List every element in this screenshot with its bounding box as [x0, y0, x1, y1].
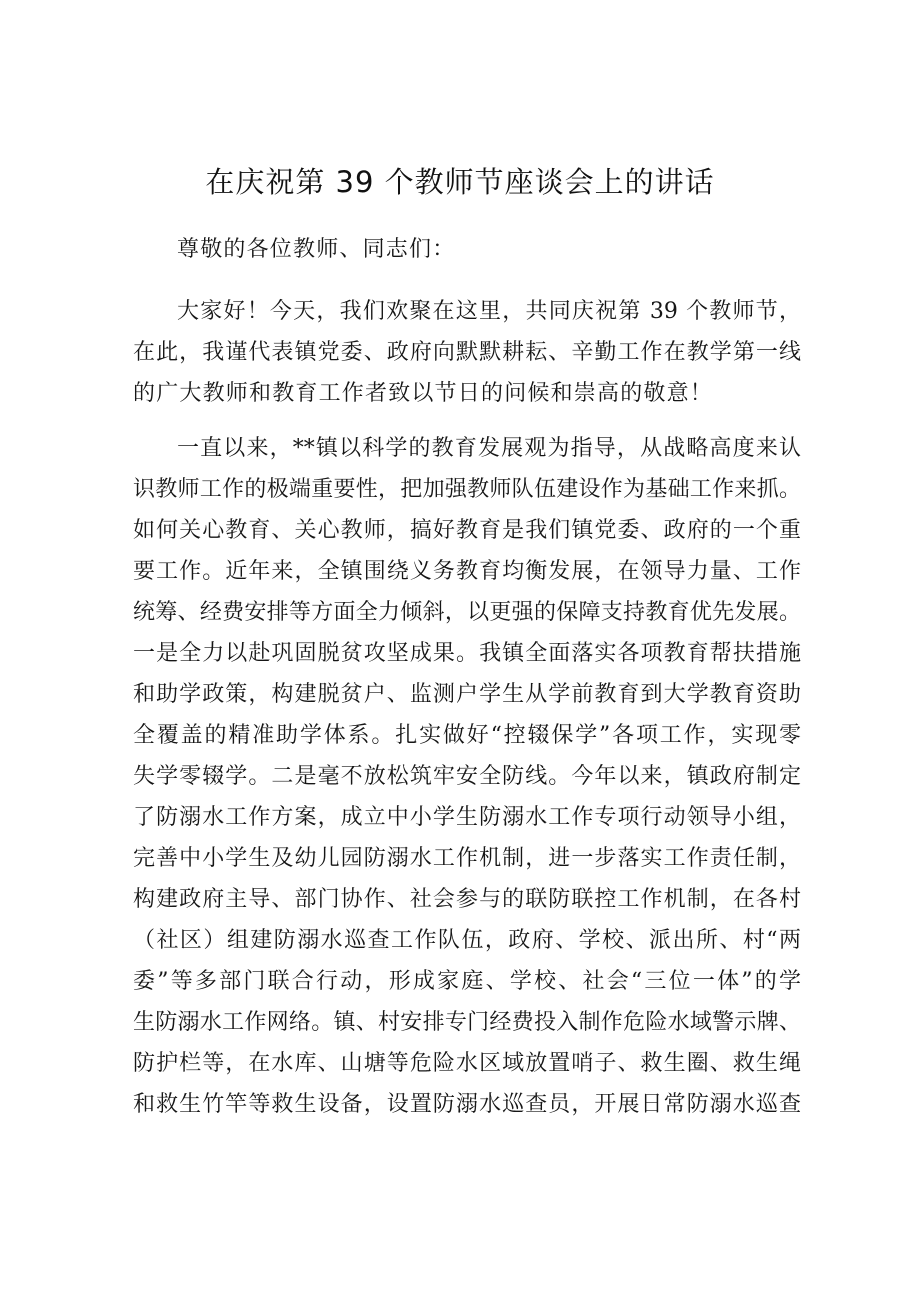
paragraph-2-line-2: 识教师工作的极端重要性，把加强教师队伍建设作为基础工作来抓。: [133, 477, 801, 502]
paragraph-2-line-14: 委”等多部门联合行动，形成家庭、学校、社会“三位一体”的学: [133, 969, 801, 994]
paragraph-2-line-16: 防护栏等，在水库、山塘等危险水区域放置哨子、救生圈、救生绳: [133, 1051, 801, 1076]
salutation: 尊敬的各位教师、同志们：: [177, 237, 456, 262]
paragraph-2-line-5: 统筹、经费安排等方面全力倾斜，以更强的保障支持教育优先发展。: [133, 600, 801, 625]
paragraph-2-line-12: 构建政府主导、部门协作、社会参与的联防联控工作机制，在各村: [133, 887, 801, 912]
paragraph-2-line-10: 了防溺水工作方案，成立中小学生防溺水工作专项行动领导小组，: [133, 805, 801, 830]
paragraph-1-line-3: 的广大教师和教育工作者致以节日的问候和崇高的敬意！: [133, 381, 714, 406]
paragraph-2-line-6: 一是全力以赴巩固脱贫攻坚成果。我镇全面落实各项教育帮扶措施: [133, 641, 801, 666]
paragraph-2-line-3: 如何关心教育、关心教师，搞好教育是我们镇党委、政府的一个重: [133, 518, 801, 543]
paragraph-2-line-17: 和救生竹竿等救生设备，设置防溺水巡查员，开展日常防溺水巡查: [133, 1092, 801, 1117]
paragraph-2-line-4: 要工作。近年来，全镇围绕义务教育均衡发展，在领导力量、工作: [133, 559, 801, 584]
paragraph-2-line-13: （社区）组建防溺水巡查工作队伍，政府、学校、派出所、村“两: [133, 928, 801, 953]
paragraph-1-line-2: 在此，我谨代表镇党委、政府向默默耕耘、辛勤工作在教学第一线: [133, 340, 801, 365]
document-title: 在庆祝第 39 个教师节座谈会上的讲话: [205, 165, 715, 199]
paragraph-2-line-11: 完善中小学生及幼儿园防溺水工作机制，进一步落实工作责任制，: [133, 846, 801, 871]
paragraph-1-line-1: 大家好！今天，我们欢聚在这里，共同庆祝第 39 个教师节，: [177, 299, 801, 324]
paragraph-2-line-8: 全覆盖的精准助学体系。扎实做好“控辍保学”各项工作，实现零: [133, 723, 801, 748]
paragraph-2-line-15: 生防溺水工作网络。镇、村安排专门经费投入制作危险水域警示牌、: [133, 1010, 801, 1035]
paragraph-2-line-7: 和助学政策，构建脱贫户、监测户学生从学前教育到大学教育资助: [133, 682, 801, 707]
paragraph-2-line-9: 失学零辍学。二是毫不放松筑牢安全防线。今年以来，镇政府制定: [133, 764, 801, 789]
paragraph-2-line-1: 一直以来，**镇以科学的教育发展观为指导，从战略高度来认: [177, 436, 801, 461]
